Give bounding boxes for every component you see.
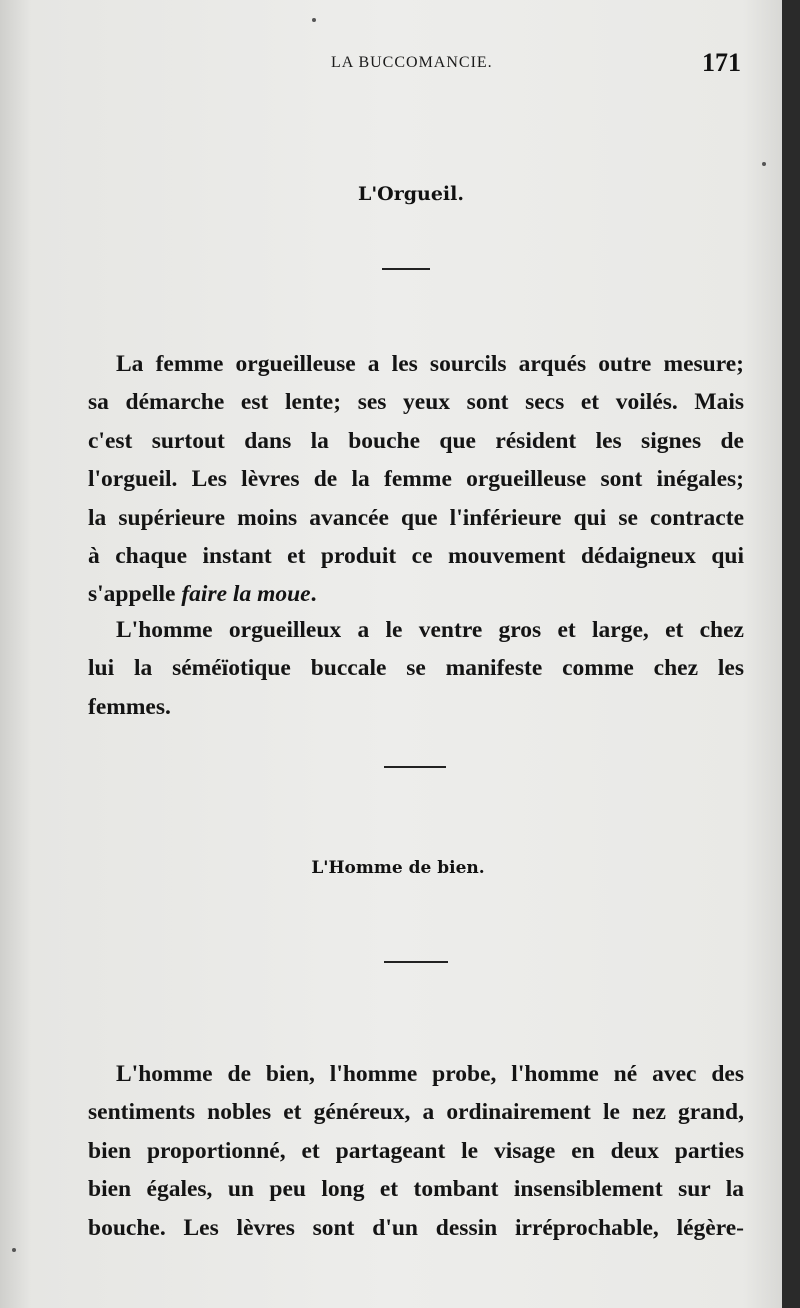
text-line-last	[88, 575, 744, 613]
ink-speck	[12, 1248, 16, 1252]
text-fragment: .	[310, 581, 317, 608]
text-fragment: s'appelle	[88, 581, 182, 608]
text-line: sa démarche est lente; ses yeux sont secs et voilés. Mais	[88, 389, 744, 416]
text-line: femmes.	[88, 693, 171, 720]
ink-speck	[762, 162, 766, 166]
section-divider	[382, 268, 430, 270]
text-line: lui la séméïotique buccale se manifeste comme chez les	[88, 655, 744, 682]
text-line: la supérieure moins avancée que l'inférieure qui se contracte	[88, 504, 744, 531]
page-header	[0, 48, 782, 78]
text-line: à chaque instant et produit ce mouvement dédaigneux qui	[88, 543, 744, 570]
ink-speck	[312, 18, 316, 22]
paragraph-orgueil-women	[88, 345, 744, 614]
section-divider	[384, 766, 446, 768]
text-line: bouche. Les lèvres sont d'un dessin irréprochable, légère-	[88, 1214, 744, 1241]
text-line: L'homme orgueilleux a le ventre gros et large, et chez	[116, 617, 744, 643]
section-title-orgueil: L'Orgueil.	[358, 183, 464, 205]
italic-phrase: faire la moue	[181, 581, 311, 608]
text-line: c'est surtout dans la bouche que résident les signes de	[88, 427, 744, 454]
section-divider	[384, 961, 448, 963]
text-line: bien proportionné, et partageant le visage en deux parties	[88, 1137, 744, 1164]
section-title-homme-de-bien: L'Homme de bien.	[311, 858, 485, 878]
text-line: La femme orgueilleuse a les sourcils arqués outre mesure;	[116, 351, 744, 377]
text-line: sentiments nobles et généreux, a ordinairement le nez grand,	[88, 1099, 744, 1126]
page-number: 171	[702, 48, 741, 77]
text-line: bien égales, un peu long et tombant insensiblement sur la	[88, 1176, 744, 1203]
paragraph-orgueil-men	[88, 611, 744, 726]
paragraph-homme-de-bien	[88, 1055, 744, 1247]
running-title: LA BUCCOMANCIE.	[331, 54, 493, 71]
text-line: l'orgueil. Les lèvres de la femme orgueilleuse sont inégales;	[88, 466, 744, 493]
text-line: L'homme de bien, l'homme probe, l'homme né avec des	[116, 1061, 744, 1087]
